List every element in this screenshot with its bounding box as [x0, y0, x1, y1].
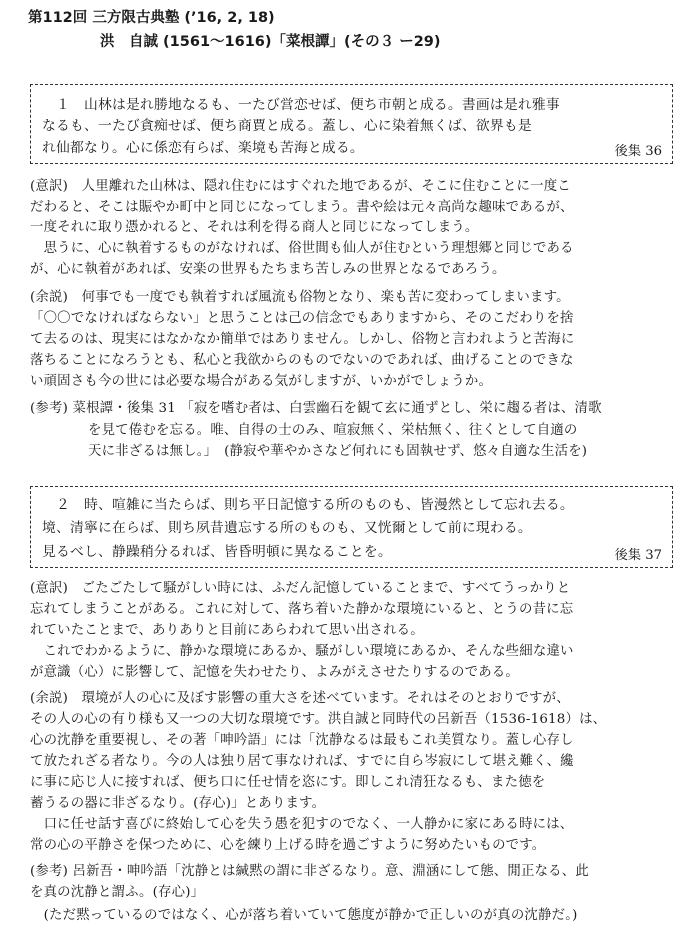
commentary-line: だわると、そこは賑やか町中と同じになってしまう。書や絵は元々高尚な趣味であるが、 — [30, 200, 574, 215]
commentary-line: 蓄うるの器に非ざるなり。(存心)」とあります。 — [30, 796, 326, 811]
reference-line: 天に非ざるは無し。」 (静寂や華やかさなど何れにも固執せず、悠々自適な生活を) — [88, 444, 588, 459]
reference-line: (参考) 呂新吾・呻吟語「沈静とは緘黙の謂に非ざるなり。意、淵涵にして態、閒正なる、此 — [30, 864, 589, 879]
commentary-line: 口に任せ話す喜びに終始して心を失う愚を犯すのでなく、一人静かに家にある時には、 — [30, 817, 574, 832]
commentary-line: い頑固さも今の世には必要な場合がある気がしますが、いかがでしょうか。 — [30, 374, 493, 389]
commentary-line: 「〇〇でなければならない」と思うことは己の信念でもありますから、そのこだわりを捨 — [30, 311, 574, 326]
commentary-line: 忘れてしまうことがある。これに対して、落ち着いた静かな環境にいると、とうの昔に忘 — [30, 602, 574, 617]
passage-2-line: ２ 時、喧雑に当たらば、則ち平日記憶する所のものも、皆漫然として忘れ去る。 — [56, 497, 574, 513]
commentary-line: その人の心の有り様も又一つの大切な環境です。洪自誠と同時代の呂新吾（1536-1618）は、 — [30, 712, 607, 727]
passage-1-line: なるも、一たび貪痴せば、便ち商賈と成る。蓋し、心に染着無くば、欲界も是 — [42, 118, 532, 134]
passage-1-line: １ 山林は是れ勝地なるも、一たび営恋せば、便ち市朝と成る。書画は是れ雅事 — [56, 97, 560, 113]
commentary-line: が意識（心）に影響して、記憶を失わせたり、よみがえさせたりするのである。 — [30, 665, 519, 680]
commentary-line: (余説) 環境が人の心に及ぼす影響の重大さを述べています。それはそのとおりですが、 — [30, 691, 570, 706]
passage-2-source: 後集 37 — [614, 548, 662, 563]
commentary-line: 常の心の平静さを保つために、心を練り上げる時を過ごすように努めたいものです。 — [30, 838, 546, 853]
commentary-line: が、心に執着があれば、安楽の世界もたちまち苦しみの世界となるであろう。 — [30, 262, 506, 277]
commentary-line: れていたことまで、ありありと目前にあらわれて思い出される。 — [30, 623, 424, 638]
reference-line: (ただ黙っているのではなく、心が落ち着いていて態度が静かで正しいのが真の沈静だ。) — [30, 908, 578, 923]
commentary-line: て去るのは、現実にはなかなか簡単ではありません。しかし、俗物と言われようと苦海に — [30, 332, 575, 347]
commentary-line: (余説) 何事でも一度でも執着すれば風流も俗物となり、楽も苦に変わってしまいます。 — [30, 290, 570, 305]
passage-2-line: 見るべし、静躁稍分るれば、皆昏明頓に異なることを。 — [42, 544, 392, 560]
reference-line: を見て倦むを忘る。唯、自得の士のみ、喧寂無く、栄枯無く、往くとして自適の — [88, 423, 578, 438]
lecture-title: 第112回 三方限古典塾 (’16, 2, 18) — [28, 10, 275, 26]
commentary-line: 落ちることになろうとも、私心と我欲からのものでないのであれば、曲げることのできな — [30, 353, 574, 368]
commentary-line: これでわかるように、静かな環境にあるか、騒がしい環境にあるか、そんな些細な違い — [30, 644, 574, 659]
commentary-line: 一度それに取り憑かれると、それは利を得る商人と同じになってしまう。 — [30, 220, 479, 235]
commentary-line: に事に応じ人に接すれば、便ち口に任せ情を恣にす。即しこれ清狂なるも、また徳を — [30, 775, 546, 790]
lecture-subtitle: 洪 自誠 (1561〜1616)「菜根譚」(その３ ー29) — [100, 34, 441, 50]
reference-line: を真の沈静と謂ふ。(存心)」 — [30, 885, 205, 900]
passage-2-line: 境、清寧に在らば、則ち夙昔遺忘する所のものも、又恍爾として前に現わる。 — [42, 520, 532, 536]
commentary-line: (意訳) 人里離れた山林は、隠れ住むにはすぐれた地であるが、そこに住むことに一度こ — [30, 179, 571, 194]
commentary-line: 思うに、心に執着するものがなければ、俗世間も仙人が住むという理想郷と同じである — [30, 241, 574, 256]
commentary-line: て放たれざる者なり。今の人は独り居て事なければ、すでに自ら岑寂にして堪え難く、纔 — [30, 754, 574, 769]
reference-line: (参考) 菜根譚・後集 31 「寂を嗜む者は、白雲幽石を観て玄に通ずとし、栄に趨る者は、清歌 — [30, 401, 602, 416]
passage-1-source: 後集 36 — [614, 144, 662, 159]
commentary-line: (意訳) ごたごたして騒がしい時には、ふだん記憶していることまで、すべてうっかりと — [30, 581, 571, 596]
passage-1-line: れ仙都なり。心に係恋有らば、楽境も苦海と成る。 — [42, 140, 364, 156]
commentary-line: 心の沈静を重要視し、その著「呻吟語」には「沈静なるは最もこれ美質なり。蓋し心存し — [30, 733, 574, 748]
